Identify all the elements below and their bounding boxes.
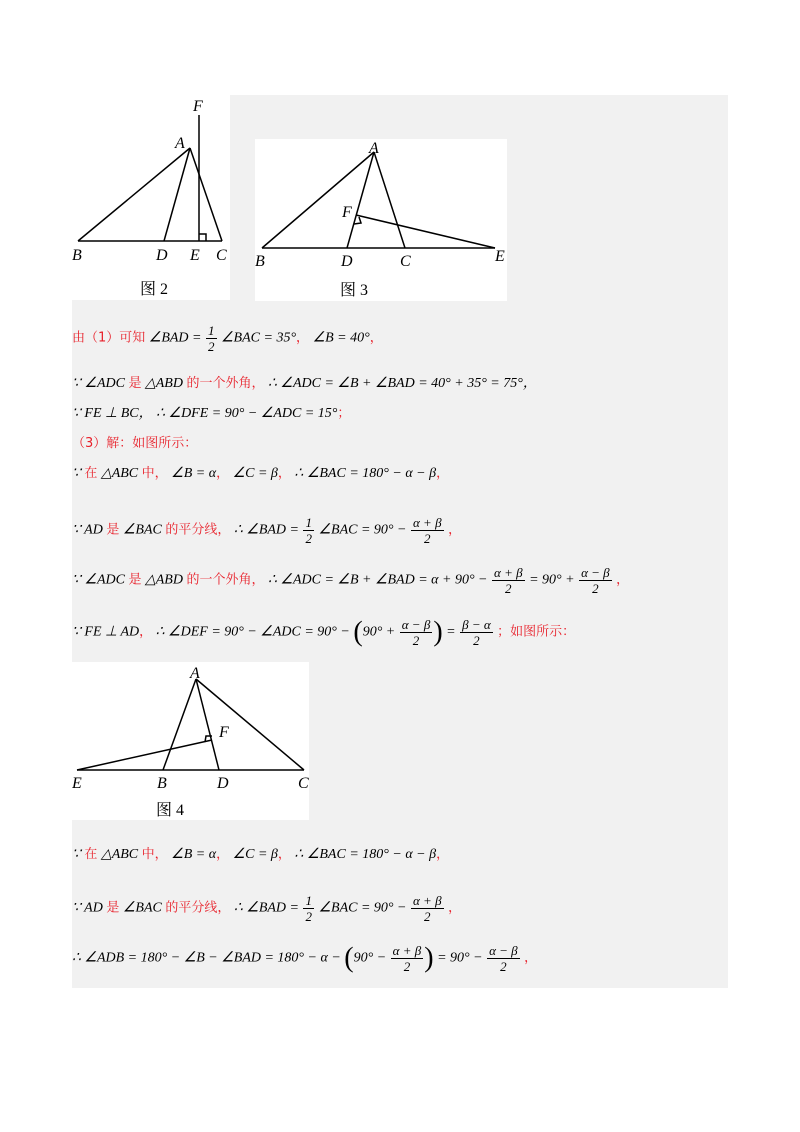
figure-3 — [255, 139, 507, 301]
fraction: $\frac{\alpha + \beta}{2}$ — [412, 893, 442, 924]
fraction: $\frac{\alpha - \beta}{2}$ — [401, 617, 431, 648]
label-A: A — [175, 135, 185, 152]
fraction: $\frac{\alpha + \beta}{2}$ — [494, 565, 523, 596]
label-F: F — [219, 724, 229, 741]
line-11: ∴ ∠ADB = 180° − ∠B − ∠BAD = 180° − α − (90° − $\frac{\alpha + \beta}{2}$ ) = 90° − $\frac{\alpha - \beta}{2}$ ， — [72, 942, 538, 974]
line-4: （3）解：如图所示： — [72, 436, 198, 451]
label-E: E — [495, 248, 505, 265]
line-3: ∵ FE ⊥ BC， ∴ ∠DFE = 90° − ∠ADC = 15°； — [72, 406, 351, 421]
figure-2 — [72, 95, 230, 300]
figure-2-caption: 图 2 — [140, 281, 169, 298]
line-7: ∵ ∠ADC 是 △ABD 的一个外角， ∴ ∠ADC = ∠B + ∠BAD = α + 90° − $\frac{\alpha + \beta}{2}$ = 90° + $\frac{\alpha - \beta}{2}$ ， — [72, 565, 630, 596]
fraction: $\frac{\alpha + \beta}{2}$ — [412, 515, 442, 546]
label-B: B — [72, 247, 82, 264]
label-D: D — [217, 775, 229, 792]
label-F: F — [342, 204, 352, 221]
figure-3-caption: 图 3 — [340, 282, 369, 299]
line-8: ∵ FE ⊥ AD， ∴ ∠DEF = 90° − ∠ADC = 90° − (90° + $\frac{\alpha - \beta}{2}$ ) = $\frac{\beta - \alpha}{2}$ ；如图所示： — [72, 616, 576, 648]
fraction: $\frac{1}{2}$ — [208, 323, 215, 354]
fraction: $\frac{1}{2}$ — [305, 515, 312, 546]
line-5: ∵ 在 △ABC 中， ∠B = α， ∠C = β， ∴ ∠BAC = 180° − α − β， — [72, 466, 450, 481]
line-10: ∵ AD 是 ∠BAC 的平分线， ∴ ∠BAD = $\frac{1}{2}$ ∠BAC = 90° − $\frac{\alpha + \beta}{2}$ ， — [72, 893, 462, 924]
label-E: E — [190, 247, 200, 264]
figure-4-drawing — [72, 662, 309, 820]
figure-3-drawing — [255, 139, 507, 301]
line-1: 由（1）可知 ∠BAD = $\frac{1}{2}$ ∠BAC = 35°， ∠B = 40°， — [72, 323, 383, 354]
fraction: $\frac{\beta - \alpha}{2}$ — [462, 617, 491, 648]
fraction: $\frac{1}{2}$ — [305, 893, 312, 924]
line-6: ∵ AD 是 ∠BAC 的平分线， ∴ ∠BAD = $\frac{1}{2}$ ∠BAC = 90° − $\frac{\alpha + \beta}{2}$ ， — [72, 515, 462, 546]
label-C: C — [298, 775, 309, 792]
fraction: $\frac{\alpha - \beta}{2}$ — [581, 565, 610, 596]
label-D: D — [156, 247, 168, 264]
fraction: $\frac{\alpha + \beta}{2}$ — [392, 943, 422, 974]
label-E: E — [72, 775, 82, 792]
line-9: ∵ 在 △ABC 中， ∠B = α， ∠C = β， ∴ ∠BAC = 180° − α − β， — [72, 847, 450, 862]
line-2: ∵ ∠ADC 是 △ABD 的一个外角， ∴ ∠ADC = ∠B + ∠BAD = 40° + 35° = 75°， — [72, 376, 537, 391]
figure-4-caption: 图 4 — [156, 802, 185, 819]
label-A: A — [369, 140, 379, 157]
label-C: C — [216, 247, 227, 264]
label-D: D — [341, 253, 353, 270]
label-F: F — [193, 98, 203, 115]
label-B: B — [255, 253, 265, 270]
fraction: $\frac{\alpha - \beta}{2}$ — [489, 943, 518, 974]
label-B: B — [157, 775, 167, 792]
figure-4 — [72, 662, 309, 820]
label-C: C — [400, 253, 411, 270]
figure-2-drawing — [72, 95, 230, 300]
label-A: A — [190, 665, 200, 682]
